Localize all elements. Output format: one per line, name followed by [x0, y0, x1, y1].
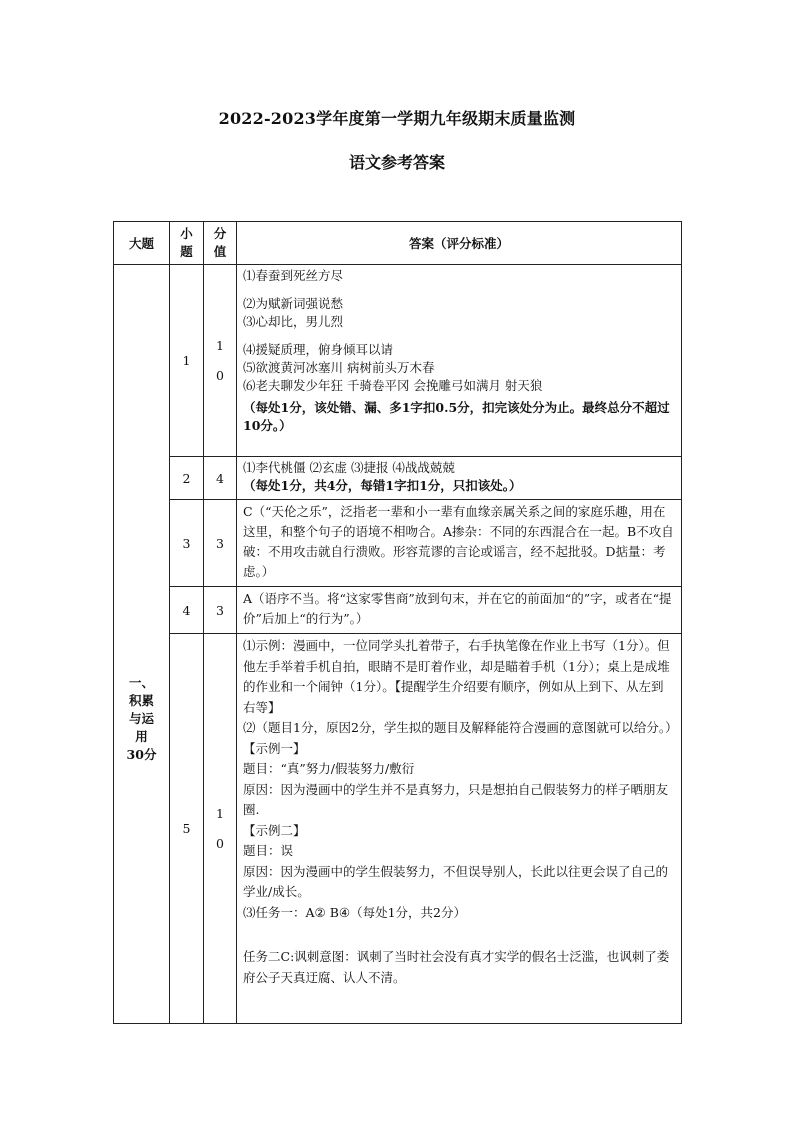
answer-line: ⑷援疑质理，俯身倾耳以请 — [243, 342, 394, 357]
item-score: 3 — [204, 587, 237, 634]
header-answer: 答案（评分标准） — [237, 222, 682, 265]
answer-line: ⑸欲渡黄河冰塞川 病树前头万木春 — [243, 360, 435, 375]
item-score: 1 0 — [204, 265, 237, 457]
answer-line: ⑴示例：漫画中，一位同学头扎着带子，右手执笔像在作业上书写（1分）。但他左手举着手机自拍，眼睛不是盯着作业，却是瞄着手机（1分）；桌上是成堆的作业和一个闹钟（1分）。【提醒学生介绍要有顺序，例如从上到下、从左到右等】 — [243, 638, 670, 715]
answer-line: 原因：因为漫画中的学生并不是真努力，只是想拍自己假装努力的样子晒朋友圈. — [243, 781, 669, 817]
answer-line: 【示例二】 — [243, 822, 306, 838]
answer-line: ⑵（题目1分，原因2分，学生拟的题目及解释能符合漫画的意图就可以给分。） — [243, 720, 678, 735]
scoring-note: （每处1分，该处错、漏、多1字扣0.5分，扣完该处分为止。最终总分不超过10分。） — [243, 400, 670, 433]
answer-line: C（“天伦之乐”，泛指老一辈和小一辈有血缘亲属关系之间的家庭乐趣，用在这里，和整个句子的语境不相吻合。A掺杂：不同的东西混合在一起。B不攻自破：不用攻击就自行溃败。形容荒谬的言论或谣言，经不起批驳。D掂量：考虑。） — [243, 504, 674, 579]
section-label: 一、 积累 与运 用 30分 — [114, 265, 170, 1024]
item-number: 1 — [170, 265, 204, 457]
answer-line: ⑹老夫聊发少年狂 千骑卷平冈 会挽雕弓如满月 射天狼 — [243, 378, 543, 393]
answer-line: ⑴李代桃僵 ⑵玄虚 ⑶捷报 ⑷战战兢兢 — [243, 460, 455, 475]
table-header-row — [114, 222, 682, 265]
item-number: 4 — [170, 587, 204, 634]
document-subtitle: 语文参考答案 — [348, 153, 445, 172]
header-section: 大题 — [114, 222, 170, 265]
table-row — [114, 457, 682, 500]
table-row — [114, 500, 682, 587]
table-row — [114, 265, 682, 457]
answer-cell — [237, 634, 682, 1024]
answer-line: ⑴春蚕到死丝方尽 — [243, 268, 344, 283]
answer-cell — [237, 457, 682, 500]
item-score: 1 0 — [204, 634, 237, 1024]
answer-table — [113, 221, 682, 1024]
table-row — [114, 587, 682, 634]
answer-line: 原因：因为漫画中的学生假装努力，不但误导别人，长此以往更会误了自己的学业/成长。 — [243, 863, 669, 899]
answer-line: ⑵为赋新词强说愁 — [243, 296, 344, 311]
item-number: 5 — [170, 634, 204, 1024]
answer-line: 题目：误 — [243, 843, 294, 858]
header-score: 分 值 — [204, 222, 237, 265]
scoring-note: （每处1分，共4分，每错1字扣1分，只扣该处。） — [243, 478, 522, 493]
header-item: 小 题 — [170, 222, 204, 265]
document-title: 2022-2023学年度第一学期九年级期末质量监测 — [218, 109, 576, 128]
answer-line: 【示例一】 — [243, 740, 306, 756]
item-number: 3 — [170, 500, 204, 587]
answer-cell — [237, 500, 682, 587]
item-score: 3 — [204, 500, 237, 587]
item-number: 2 — [170, 457, 204, 500]
answer-cell — [237, 587, 682, 634]
item-score: 4 — [204, 457, 237, 500]
answer-line: ⑶任务一：A② B④（每处1分，共2分） — [243, 904, 467, 920]
answer-line: 任务二C:讽刺意图：讽刺了当时社会没有真才实学的假名士泛滥，也讽刺了娄府公子天真迂腐、认人不清。 — [243, 949, 670, 985]
answer-line: 题目：“真”努力/假装努力/敷衍 — [243, 761, 415, 776]
answer-cell — [237, 265, 682, 457]
answer-line: A（语序不当。将“这家零售商”放到句末，并在它的前面加“的”字，或者在“提价”后加上“的行为”。） — [243, 591, 672, 626]
answer-line: ⑶心却比，男儿烈 — [243, 314, 344, 329]
table-row — [114, 634, 682, 1024]
